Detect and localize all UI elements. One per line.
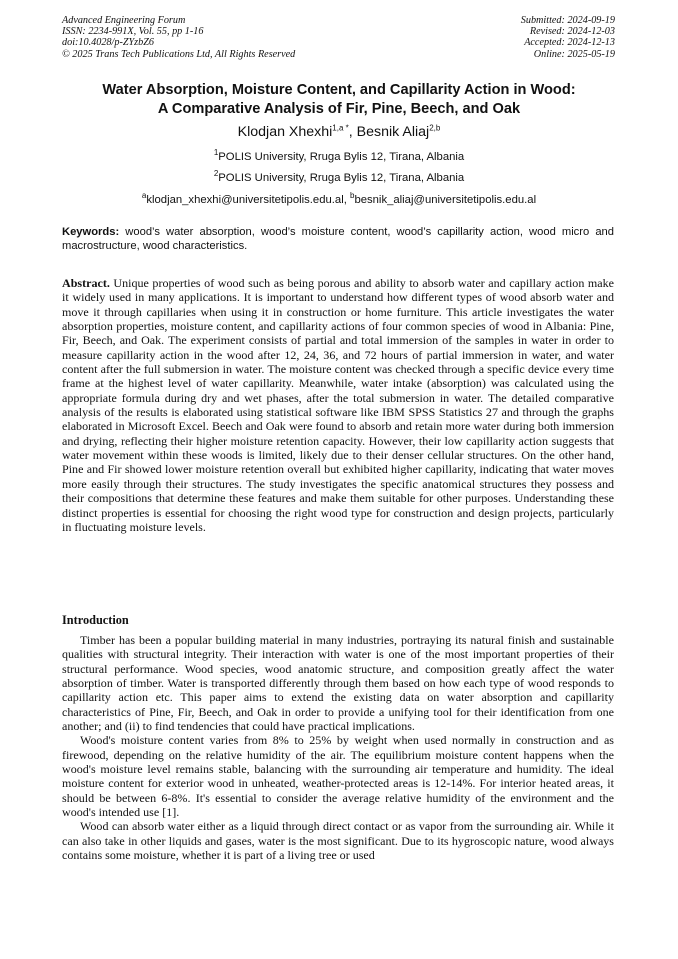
affiliation-2 (0, 171, 678, 185)
author-name: Klodjan Xhexhi (237, 124, 333, 140)
section-heading-introduction: Introduction (62, 613, 129, 627)
author-separator: , (348, 124, 357, 140)
paper-title (40, 81, 638, 118)
affiliation-1 (0, 150, 678, 164)
submitted-date: Submitted: 2024-09-19 (520, 15, 615, 26)
author-affiliation-mark: 1,a * (332, 123, 349, 133)
online-date: Online: 2025-05-19 (533, 48, 615, 60)
email-mark: a (141, 191, 147, 201)
journal-info (62, 15, 295, 60)
affiliation-mark: 1 (213, 148, 219, 158)
author-name: Besnik Aliaj (356, 124, 430, 140)
keywords-block (62, 225, 614, 254)
title-line-2: A Comparative Analysis of Fir, Pine, Beech, and Oak (157, 100, 521, 117)
journal-issn: ISSN: 2234-991X, Vol. 55, pp 1-16 (62, 26, 204, 38)
email-mark: b (349, 191, 355, 201)
journal-name: Advanced Engineering Forum (62, 15, 186, 26)
affiliation-text: POLIS University, Rruga Bylis 12, Tirana, Albania (218, 151, 465, 163)
keywords-text: wood’s water absorption, wood’s moisture content, wood’s capillarity action, wood micro and macrostructure, wood characteristics. (62, 226, 614, 253)
paragraph: Wood's moisture content varies from 8% to 25% by weight when used normally in construction and as firewood, depending on the relative humidity of the air. The equilibrium moisture content happens when the wood's moisture level remains stable, balancing with the surrounding air temperature and humidity. The ideal moisture content for exterior wood in unheated, weather-protected areas is 12-14%. For interior heated areas, it should be between 6-8%. It's essential to consider the average relative humidity of the environment and the wood's intended use [1]. (62, 733, 614, 820)
revised-date: Revised: 2024-12-03 (529, 26, 615, 38)
paragraph: Timber has been a popular building material in many industries, portraying its natural finish and sustainable qualities with structural integrity. Their interaction with water is one of the most important properties of their structural performance. Wood species, wood anatomic structure, and composition greatly affect the water absorption of timber. Water is transported differently through them based on how each type of wood responds to capillarity action etc. This paper aims to extend the existing data on water absorption and capillarity characteristics of Pine, Fir, Beech, and Oak in order to provide a unifying tool for their identification from one another; and (ii) to find tendencies that could have practical implications. (62, 633, 614, 734)
title-line-1: Water Absorption, Moisture Content, and Capillarity Action in Wood: (102, 82, 576, 98)
keywords-label: Keywords: (62, 226, 120, 238)
copyright-notice: © 2025 Trans Tech Publications Ltd, All Rights Reserved (62, 48, 296, 60)
email-link[interactable]: besnik_aliaj@universitetipolis.edu.al (354, 194, 537, 206)
paragraph: Wood can absorb water either as a liquid through direct contact or as vapor from the surrounding air. While it can also take in other liquids and gases, water is the most significant. Due to its hygroscopic nature, wood always contains some moisture, whether it is part of a living tree or used (62, 819, 614, 863)
affiliation-mark: 2 (213, 169, 219, 179)
email-link[interactable]: klodjan_xhexhi@universitetipolis.edu.al, (146, 194, 350, 206)
author-list (0, 123, 678, 141)
introduction-body (62, 633, 614, 863)
affiliation-text: POLIS University, Rruga Bylis 12, Tirana, Albania (218, 172, 465, 184)
publication-dates (521, 15, 615, 60)
abstract-block (62, 276, 614, 534)
author-emails (0, 193, 678, 207)
journal-doi[interactable]: doi:10.4028/p-ZYzbZ6 (62, 37, 154, 49)
abstract-text: Unique properties of wood such as being porous and ability to absorb water and capillary action make it widely used in many applications. It is important to understand how different types of wood absorb water and move it through capillaries when using it in construction or home furniture. This article investigates the water absorption properties, moisture content, and capillarity actions of four common species of wood in Albania: Pine, Fir, Beech, and Oak. The experiment consists of partial and total immersion of the samples in water in order to measure capillarity action in the wood after 12, 24, 36, and 72 hours of partial immersion in water, and water content after the full submersion in water. The moisture content was checked through a specific device every time frame at the highest level of water capillarity. Meanwhile, water intake (absorption) was calculated using the appropriate formula during dry and wet phases, after the total submersion in water. The detailed comparative analysis of the results is elaborated using statistical software like IBM SPSS Statistics 27 and through the graphs elaborated in Microsoft Excel. Beech and Oak were found to absorb and retain more water during both immersion and drying, reflecting their higher moisture retention capacity. However, their low capillarity action suggests that water movement within these woods is limited, likely due to their denser cellular structures. On the other hand, Pine and Fir showed lower moisture retention overall but exhibited higher capillarity, indicating that water moves more easily through their structures. The study investigates the specific anatomical structures they possess and their compositions that determine these features and make them suitable for other purposes. Understanding these distinct properties is essential for choosing the right wood type for construction and design projects, particularly in fluctuating moisture levels. (62, 276, 614, 534)
accepted-date: Accepted: 2024-12-13 (524, 37, 615, 49)
author-affiliation-mark: 2,b (429, 123, 441, 133)
abstract-label: Abstract. (62, 276, 110, 290)
